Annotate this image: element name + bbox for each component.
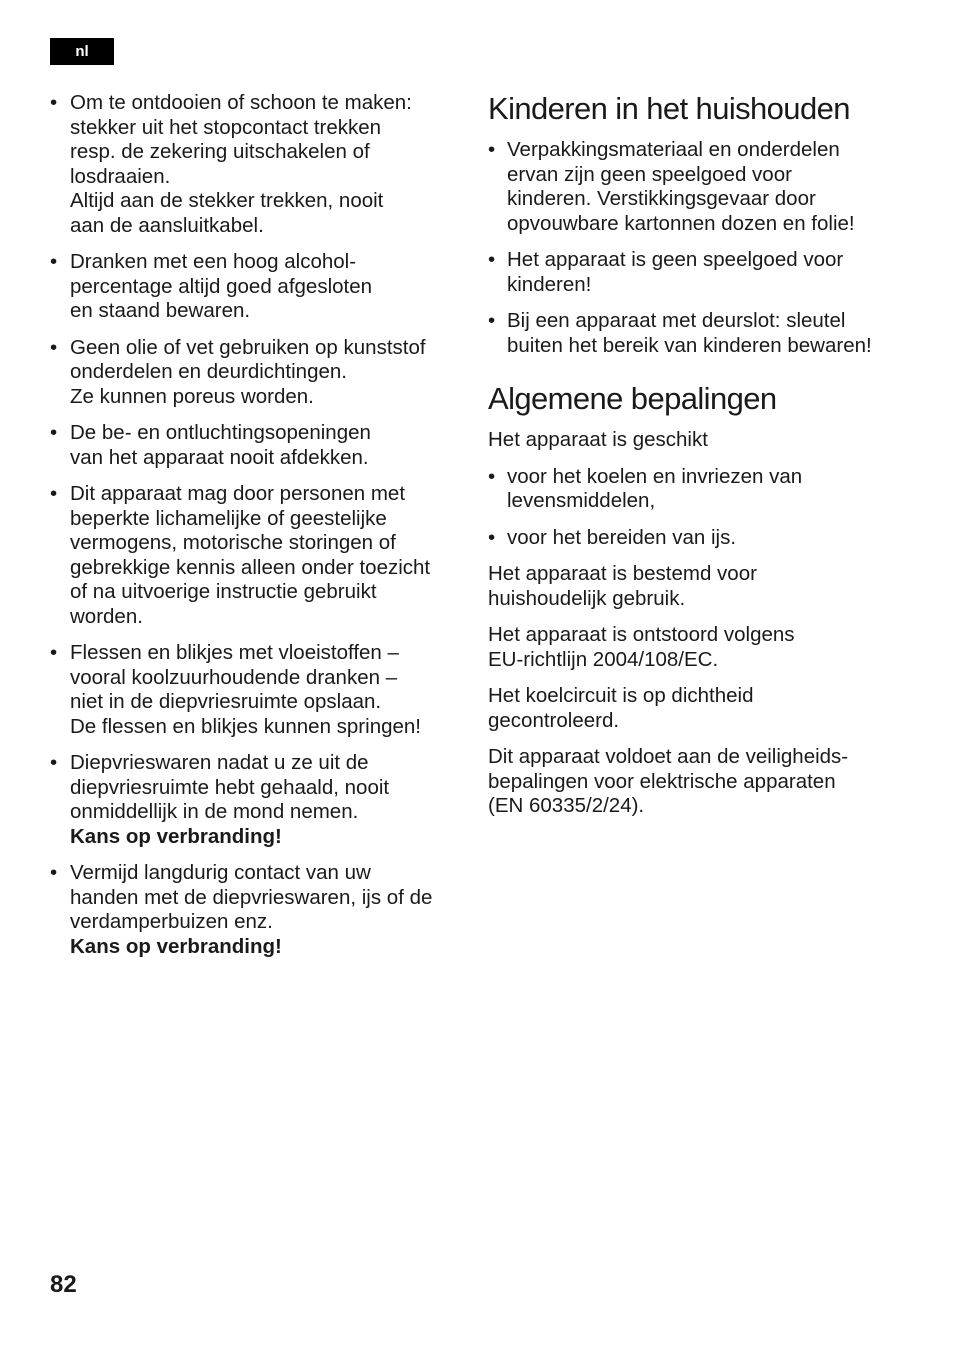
list-item — [50, 421, 462, 470]
paragraph-line: gecontroleerd. — [488, 708, 620, 732]
bullet-icon: • — [50, 641, 58, 664]
item-text-line: Dit apparaat mag door personen met — [70, 482, 406, 505]
children-list — [488, 138, 908, 358]
list-item — [488, 465, 908, 514]
bullet-icon: • — [488, 525, 496, 549]
list-item — [50, 482, 462, 629]
bullet-icon: • — [50, 250, 58, 273]
item-text-line: Geen olie of vet gebruiken op kunststof — [70, 335, 426, 359]
list-item — [50, 861, 462, 959]
item-text-line: handen met de diepvrieswaren, ijs of de — [70, 885, 433, 909]
general-paragraph — [488, 745, 908, 819]
item-text-line: opvouwbare kartonnen dozen en folie! — [507, 211, 855, 235]
item-text-line: Ze kunnen poreus worden. — [70, 384, 314, 408]
item-text-line: verdamperbuizen enz. — [70, 910, 273, 933]
item-text-line: Flessen en blikjes met vloeistoffen – — [70, 641, 399, 664]
item-text-line: of na uitvoerige instructie gebruikt — [70, 580, 377, 603]
item-text-line: levensmiddelen, — [507, 489, 656, 512]
item-text-line: beperkte lichamelijke of geestelijke — [70, 506, 387, 530]
general-paragraph — [488, 623, 908, 672]
item-text-line: Het apparaat is geen speelgoed voor — [507, 248, 844, 271]
paragraph-line: Het koelcircuit is op dichtheid — [488, 684, 754, 707]
paragraph-line: (EN 60335/2/24). — [488, 794, 645, 817]
page-number: 82 — [50, 1271, 77, 1298]
item-text-line: ervan zijn geen speelgoed voor — [507, 162, 792, 186]
bullet-icon: • — [50, 335, 58, 359]
item-text-line: voor het bereiden van ijs. — [507, 525, 737, 549]
general-intro: Het apparaat is geschikt — [488, 428, 708, 451]
item-text-line: en staand bewaren. — [70, 299, 251, 322]
item-text-line: percentage altijd goed afgesloten — [70, 274, 373, 298]
item-text-line: stekker uit het stopcontact trekken — [70, 115, 382, 139]
paragraph-line: Het apparaat is bestemd voor — [488, 562, 757, 585]
list-item — [488, 248, 908, 297]
paragraph-line: Dit apparaat voldoet aan de veiligheids- — [488, 745, 849, 768]
item-text-line: aan de aansluitkabel. — [70, 213, 264, 237]
language-tab: nl — [50, 38, 114, 65]
paragraph-line: Het apparaat is ontstoord volgens — [488, 623, 795, 646]
item-text-line: kinderen! — [507, 272, 592, 296]
item-text-line: losdraaien. — [70, 164, 171, 188]
item-text-line: voor het koelen en invriezen van — [507, 464, 803, 488]
item-text-line: buiten het bereik van kinderen bewaren! — [507, 333, 872, 357]
item-text-line: onmiddellijk in de mond nemen. — [70, 800, 359, 823]
bullet-icon: • — [50, 421, 58, 444]
item-text-line: Altijd aan de stekker trekken, nooit — [70, 189, 384, 212]
list-item — [488, 138, 908, 236]
item-text-line: De be- en ontluchtingsopeningen — [70, 421, 371, 444]
right-column — [488, 90, 908, 831]
item-text-line: resp. de zekering uitschakelen of — [70, 140, 370, 163]
burn-warning: Kans op verbranding! — [70, 934, 282, 958]
item-text-line: vooral koolzuurhoudende dranken – — [70, 665, 398, 689]
section-heading-general: Algemene bepalingen — [488, 381, 777, 416]
bullet-icon: • — [50, 91, 58, 114]
item-text-line: vermogens, motorische storingen of — [70, 531, 396, 554]
list-item — [50, 336, 462, 410]
item-text-line: onderdelen en deurdichtingen. — [70, 360, 347, 383]
paragraph-line: EU-richtlijn 2004/108/EC. — [488, 647, 719, 671]
safety-list — [50, 91, 462, 959]
paragraph-line: bepalingen voor elektrische apparaten — [488, 769, 836, 793]
list-item — [50, 751, 462, 849]
item-text-line: diepvriesruimte hebt gehaald, nooit — [70, 775, 390, 799]
item-text-line: Bij een apparaat met deurslot: sleutel — [507, 309, 846, 332]
bullet-icon: • — [50, 861, 58, 884]
general-paragraph — [488, 684, 908, 733]
bullet-icon: • — [50, 482, 58, 505]
item-text-line: De flessen en blikjes kunnen springen! — [70, 714, 421, 738]
list-item — [488, 309, 908, 358]
general-paragraph — [488, 562, 908, 611]
item-text-line: Om te ontdooien of schoon te maken: — [70, 91, 412, 114]
left-column — [50, 91, 462, 971]
item-text-line: Verpakkingsmateriaal en onderdelen — [507, 138, 840, 161]
burn-warning: Kans op verbranding! — [70, 824, 282, 848]
item-text-line: kinderen. Verstikkingsgevaar door — [507, 187, 816, 210]
list-item — [50, 91, 462, 238]
item-text-line: van het apparaat nooit afdekken. — [70, 445, 369, 469]
paragraph-line: huishoudelijk gebruik. — [488, 586, 686, 610]
item-text-line: worden. — [70, 604, 143, 628]
bullet-icon: • — [488, 248, 496, 271]
list-item — [50, 250, 462, 324]
bullet-icon: • — [50, 751, 58, 774]
list-item — [50, 641, 462, 739]
item-text-line: Dranken met een hoog alcohol- — [70, 250, 357, 273]
bullet-icon: • — [488, 138, 496, 161]
section-heading-children: Kinderen in het huishouden — [488, 91, 850, 126]
general-list — [488, 465, 908, 551]
bullet-icon: • — [488, 309, 496, 332]
item-text-line: gebrekkige kennis alleen onder toezicht — [70, 555, 431, 579]
item-text-line: Diepvrieswaren nadat u ze uit de — [70, 751, 369, 774]
list-item — [488, 526, 908, 551]
item-text-line: niet in de diepvriesruimte opslaan. — [70, 690, 382, 713]
item-text-line: Vermijd langdurig contact van uw — [70, 861, 371, 884]
bullet-icon: • — [488, 464, 496, 488]
